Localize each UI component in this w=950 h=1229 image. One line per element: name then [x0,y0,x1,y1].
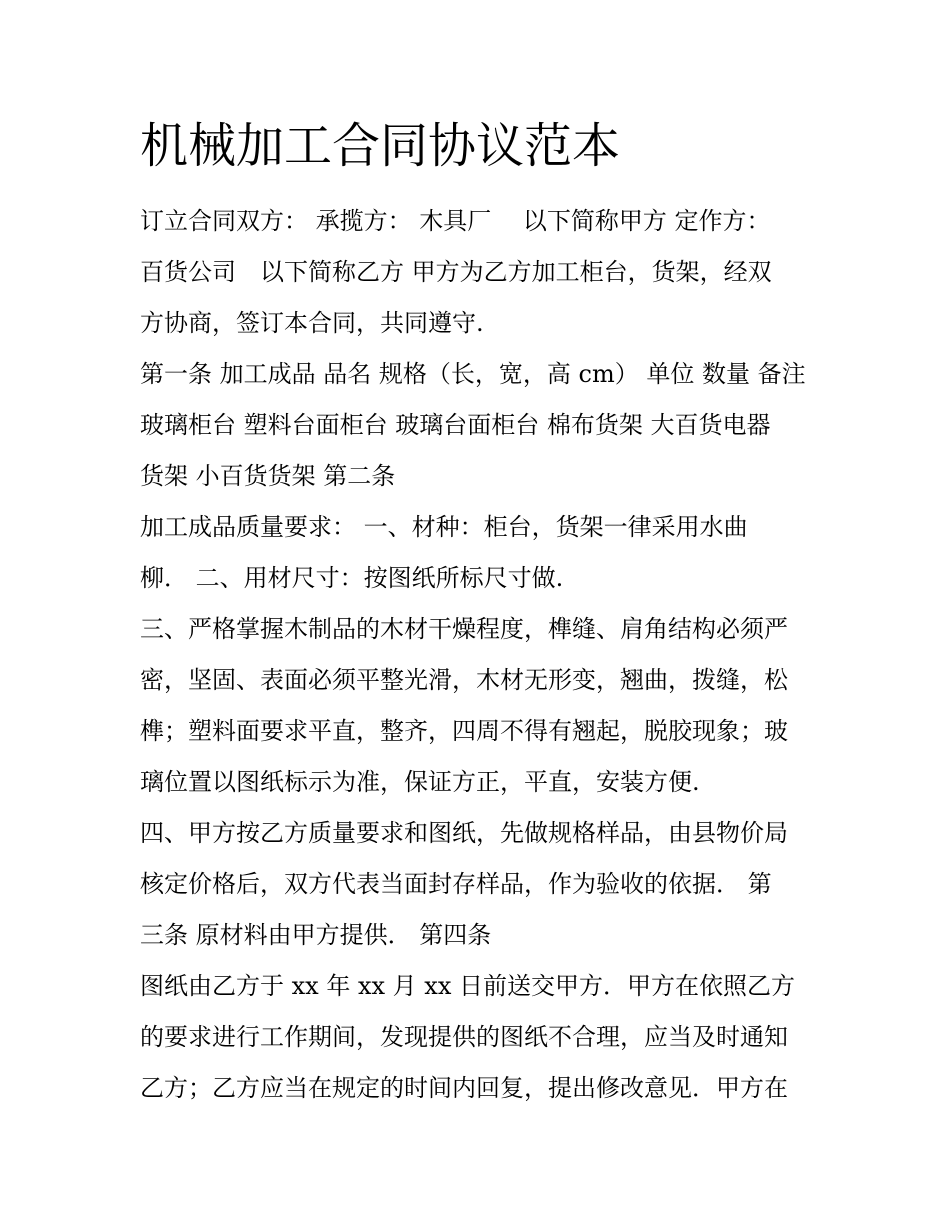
text-line: 柳． 二、用材尺寸：按图纸所标尺寸做. [140,564,564,592]
text-line: 三条 原材料由甲方提供． 第四条 [140,921,492,949]
paragraph-article-1 [140,349,820,502]
document-title: 机械加工合同协议范本 [140,118,621,174]
text-line: 乙方；乙方应当在规定的时间内回复，提出修改意见．甲方在 [140,1074,788,1102]
text-line: 核定价格后，双方代表当面封存样品，作为验收的依据． 第 [140,870,772,898]
paragraph-quality-requirements [140,502,820,604]
text-line: 第一条 加工成品 品名 规格（长，宽，高 cm） 单位 数量 备注 [140,360,806,388]
document-page [140,112,820,1114]
text-line: 方协商，签订本合同，共同遵守. [140,309,484,337]
text-line: 密，坚固、表面必须平整光滑，木材无形变，翘曲，拨缝，松 [140,666,788,694]
paragraph-item-4 [140,808,820,961]
text-line: 订立合同双方： 承揽方： 木具厂 以下简称甲方 定作方： [140,207,771,235]
text-line: 榫；塑料面要求平直，整齐，四周不得有翘起，脱胶现象；玻 [140,717,788,745]
text-line: 加工成品质量要求： 一、材种：柜台，货架一律采用水曲 [140,513,748,541]
text-line: 璃位置以图纸标示为准，保证方正，平直，安装方便. [140,768,700,796]
text-line: 三、严格掌握木制品的木材干燥程度，榫缝、肩角结构必须严 [140,615,788,643]
text-line: 百货公司 以下简称乙方 甲方为乙方加工柜台，货架，经双 [140,258,772,286]
text-line: 货架 小百货货架 第二条 [140,462,396,490]
text-line: 图纸由乙方于 xx 年 xx 月 xx 日前送交甲方．甲方在依照乙方 [140,972,795,1000]
text-line: 玻璃柜台 塑料台面柜台 玻璃台面柜台 棉布货架 大百货电器 [140,411,771,439]
paragraph-drawings [140,961,820,1114]
paragraph-parties [140,196,820,349]
text-line: 四、甲方按乙方质量要求和图纸，先做规格样品，由县物价局 [140,819,788,847]
paragraph-item-3 [140,604,820,808]
text-line: 的要求进行工作期间，发现提供的图纸不合理，应当及时通知 [140,1023,788,1051]
